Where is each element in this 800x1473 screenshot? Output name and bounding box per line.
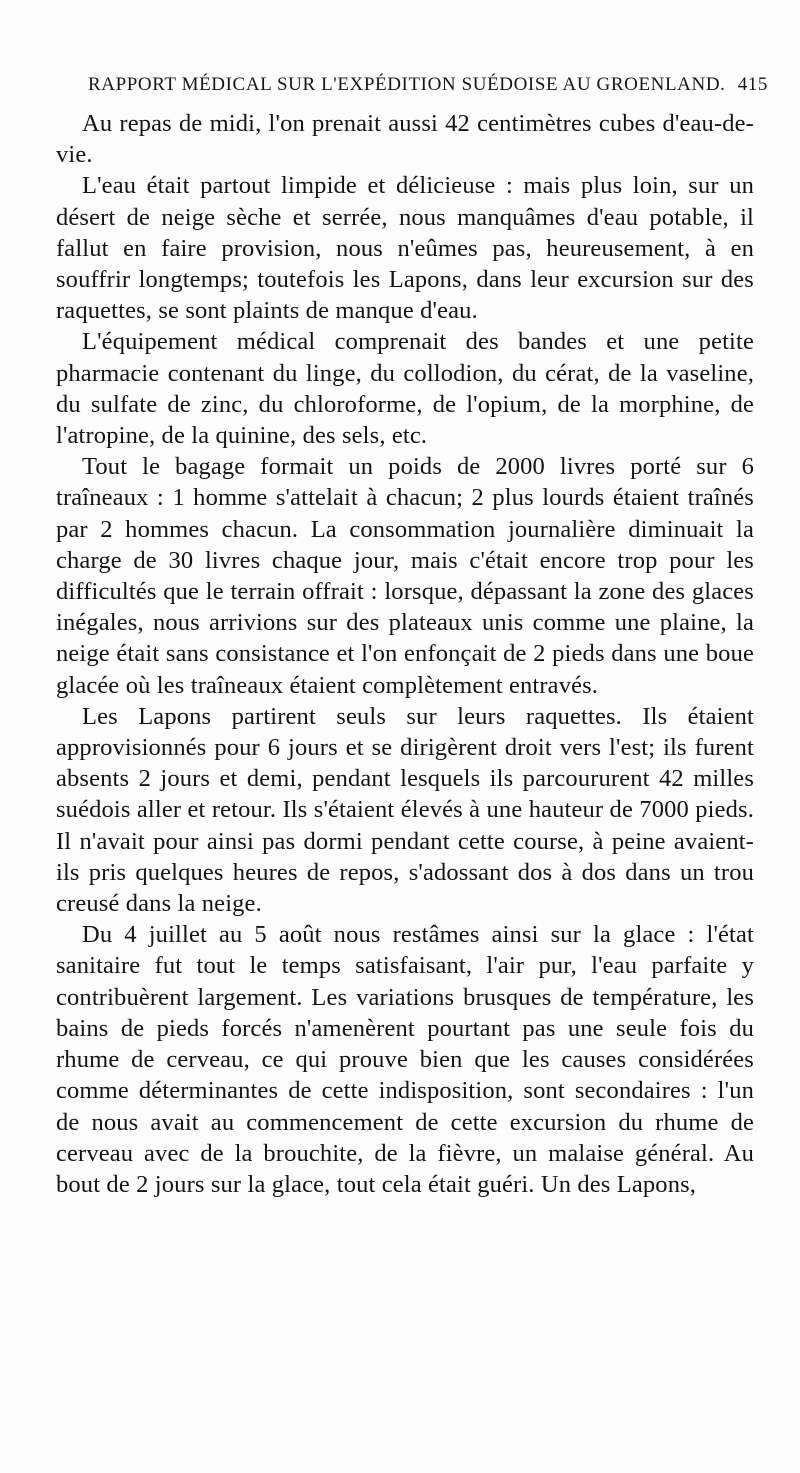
page-header xyxy=(62,74,768,104)
paragraph-3: L'équipement médical comprenait des bandes et une petite pharmacie contenant du linge, du collodion, du cérat, de la vaseline, du sulfate de zinc, du chloroforme, de l'opium, de la morphine, de l'atropine, de la quinine, des sels, etc. xyxy=(56,328,754,450)
paragraph-2: L'eau était partout limpide et délicieuse : mais plus loin, sur un désert de neige sèche et serrée, nous manquâmes d'eau potable, il fallut en faire provision, nous n'eûmes pas, heureusement, à en souffrir longtemps; toutefois les Lapons, dans leur excursion sur des raquettes, se sont plaints de manque d'eau. xyxy=(56,172,754,325)
paragraph-4: Tout le bagage formait un poids de 2000 livres porté sur 6 traîneaux : 1 homme s'attelait à chacun; 2 plus lourds étaient traînés par 2 hommes chacun. La consommation journalière diminuait la charge de 30 livres chaque jour, mais c'était encore trop pour les difficultés que le terrain offrait : lorsque, dépassant la zone des glaces inégales, nous arrivions sur des plateaux unis comme une plaine, la neige était sans consistance et l'on enfonçait de 2 pieds dans une boue glacée où les traîneaux étaient complètement entravés. xyxy=(56,453,754,699)
paragraph-1: Au repas de midi, l'on prenait aussi 42 centimètres cubes d'eau-de-vie. xyxy=(56,110,754,169)
page-number: 415 xyxy=(737,74,768,95)
paragraph-6: Du 4 juillet au 5 août nous restâmes ainsi sur la glace : l'état sanitaire fut tout le temps satisfaisant, l'air pur, l'eau parfaite y contribuèrent largement. Les variations brusques de température, les bains de pieds forcés n'amenèrent pourtant pas une seule fois du rhume de cerveau, ce qui prouve bien que les causes considérées comme déterminantes de cette indisposition, sont secondaires : l'un de nous avait au commencement de cette excursion du rhume de cerveau avec de la brouchite, de la fièvre, un malaise général. Au bout de 2 jours sur la glace, tout cela était guéri. Un des Lapons, xyxy=(56,921,754,1198)
body-text xyxy=(56,108,754,1200)
paragraph-5: Les Lapons partirent seuls sur leurs raquettes. Ils étaient approvisionnés pour 6 jours et se dirigèrent droit vers l'est; ils furent absents 2 jours et demi, pendant lesquels ils parcoururent 42 milles suédois aller et retour. Ils s'étaient élevés à une hauteur de 7000 pieds. Il n'avait pour ainsi pas dormi pendant cette course, à peine avaient-ils pris quelques heures de repos, s'adossant dos à dos dans un trou creusé dans la neige. xyxy=(56,702,754,918)
running-title: RAPPORT MÉDICAL SUR L'EXPÉDITION SUÉDOISE AU GROENLAND. xyxy=(88,74,726,95)
